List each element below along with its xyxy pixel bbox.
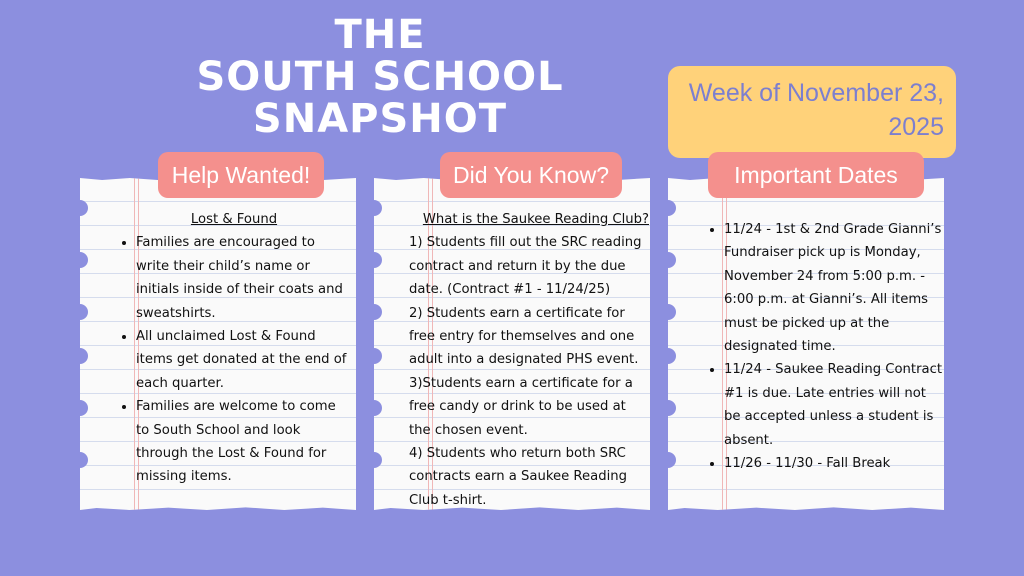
list-item: 4) Students who return both SRC contracts earn a Saukee Reading Club t-shirt.	[409, 446, 627, 508]
binder-hole	[660, 348, 676, 364]
binder-hole	[660, 252, 676, 268]
binder-hole	[660, 452, 676, 468]
list-item: • 11/24 - 1st & 2nd Grade Gianni’s Fundraiser pick up is Monday, November 24 from 5:00 p.m. - 6:00 p.m. at Gianni’s. All items must be picked up at the designated time.	[724, 218, 944, 358]
important-dates-content	[706, 218, 944, 475]
help-wanted-label: Help Wanted!	[158, 152, 324, 198]
list-item: • Families are encouraged to write their child’s name or initials inside of their coats and sweatshirts.	[136, 231, 350, 325]
binder-hole	[366, 400, 382, 416]
did-you-know-label: Did You Know?	[440, 152, 622, 198]
binder-hole	[366, 452, 382, 468]
list-item: • 11/24 - Saukee Reading Contract #1 is due. Late entries will not be accepted unless a student is absent.	[724, 358, 944, 452]
binder-hole	[366, 252, 382, 268]
binder-hole	[72, 200, 88, 216]
binder-hole	[660, 304, 676, 320]
binder-hole	[366, 304, 382, 320]
list-item: • 11/26 - 11/30 - Fall Break	[724, 452, 944, 475]
list-item: 3)Students earn a certificate for a free candy or drink to be used at the chosen event.	[409, 375, 633, 438]
title-line-1: THE	[334, 12, 426, 58]
did-you-know-content	[409, 208, 649, 512]
title-line-2: SOUTH SCHOOL	[196, 54, 564, 100]
binder-hole	[366, 200, 382, 216]
binder-hole	[660, 400, 676, 416]
important-dates-label: Important Dates	[708, 152, 924, 198]
list-item: • Families are welcome to come to South School and look through the Lost & Found for missing items.	[136, 395, 350, 489]
binder-hole	[660, 200, 676, 216]
help-wanted-content	[118, 208, 350, 489]
list-item: • All unclaimed Lost & Found items get donated at the end of each quarter.	[136, 325, 350, 395]
reading-club-heading: What is the Saukee Reading Club?	[422, 212, 649, 227]
title-line-3: SNAPSHOT	[252, 96, 508, 142]
binder-hole	[72, 304, 88, 320]
lost-found-heading: Lost & Found	[190, 212, 278, 227]
binder-hole	[72, 400, 88, 416]
week-badge: Week of November 23, 2025	[668, 66, 956, 158]
newsletter-title	[170, 14, 590, 140]
list-item: 1) Students fill out the SRC reading contract and return it by the due date. (Contract #1 - 11/24/25)	[409, 235, 642, 298]
help-wanted-list	[118, 231, 350, 488]
binder-hole	[72, 452, 88, 468]
binder-hole	[72, 348, 88, 364]
binder-hole	[72, 252, 88, 268]
list-item: 2) Students earn a certificate for free entry for themselves and one adult into a designated PHS event.	[409, 305, 639, 368]
binder-hole	[366, 348, 382, 364]
important-dates-list	[706, 218, 944, 475]
